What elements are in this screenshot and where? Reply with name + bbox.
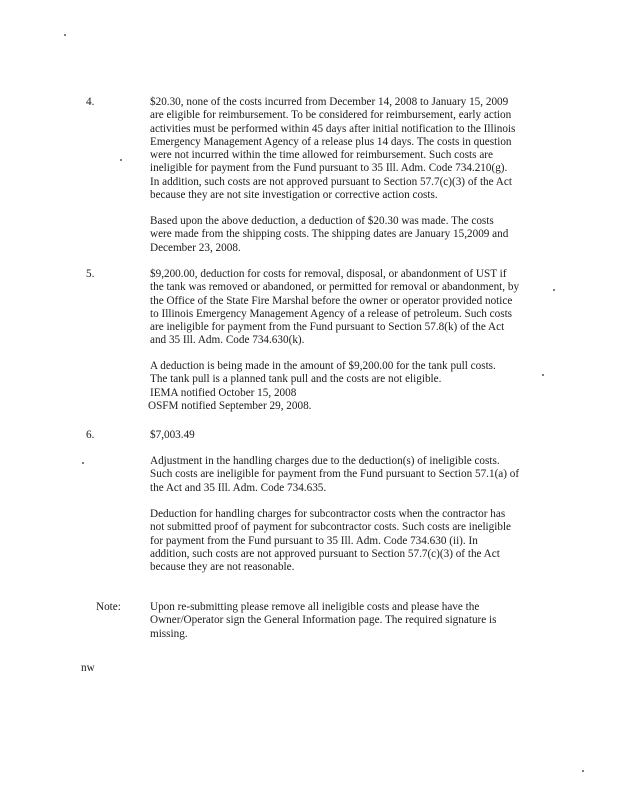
text-line: because they are not site investigation or corrective action costs. (150, 189, 438, 202)
text-line: because they are not reasonable. (150, 561, 295, 574)
item-5-paragraph-1 (150, 268, 538, 348)
item-6-paragraph-2 (150, 455, 538, 495)
text-line: and 35 Ill. Adm. Code 734.630(k). (150, 334, 305, 347)
text-line: the tank was removed or abandoned, or permitted for removal or abandonment, by (150, 281, 520, 294)
text-line: were not incurred within the time allowed for reimbursement. Such costs are (150, 149, 493, 162)
text-line: Emergency Management Agency of a release plus 14 days. The costs in question (150, 135, 512, 148)
text-line: $9,200.00, deduction for costs for removal, disposal, or abandonment of UST if (150, 268, 507, 280)
text-line: activities must be performed within 45 days after initial notification to the Illinois (150, 122, 516, 135)
scan-speck (542, 374, 544, 376)
item-number-6: 6. (86, 429, 95, 441)
text-line: Deduction for handling charges for subcontractor costs when the contractor has (150, 508, 506, 520)
text-line: Adjustment in the handling charges due to the deduction(s) of ineligible costs. (150, 455, 500, 467)
text-line: Upon re-submitting please remove all ineligible costs and please have the (150, 601, 480, 613)
text-line: Owner/Operator sign the General Information page. The required signature is (150, 614, 497, 627)
text-line: addition, such costs are not approved pursuant to Section 57.7(c)(3) of the Act (150, 547, 500, 560)
item-5-paragraph-2 (150, 360, 538, 413)
scan-speck (582, 770, 584, 772)
text-line: In addition, such costs are not approved pursuant to Section 57.7(c)(3) of the Act (150, 175, 512, 188)
text-line: December 23, 2008. (150, 241, 241, 254)
text-line: A deduction is being made in the amount of $9,200.00 for the tank pull costs. (150, 360, 496, 372)
item-number-5: 5. (86, 268, 95, 280)
item-6-paragraph-3 (150, 508, 538, 574)
text-line: IEMA notified October 15, 2008 (150, 386, 297, 399)
text-line: the Office of the State Fire Marshal before the owner or operator provided notice (150, 294, 513, 307)
typist-initials: nw (81, 662, 95, 674)
item-number-4: 4. (86, 96, 95, 108)
scan-speck (82, 462, 84, 464)
text-line: the Act and 35 Ill. Adm. Code 734.635. (150, 481, 327, 494)
text-line: were made from the shipping costs. The shipping dates are January 15,2009 and (150, 228, 509, 241)
text-line: Such costs are ineligible for payment from the Fund pursuant to Section 57.1(a) of (150, 468, 520, 481)
scan-speck (553, 289, 555, 291)
text-line: The tank pull is a planned tank pull and the costs are not eligible. (150, 373, 442, 386)
text-line: are eligible for reimbursement. To be considered for reimbursement, early action (150, 109, 512, 122)
item-4-paragraph-1 (150, 96, 538, 202)
text-line: missing. (150, 627, 188, 640)
item-6-paragraph-1 (150, 429, 538, 442)
note-text (150, 601, 538, 641)
text-line: $7,003.49 (150, 429, 195, 441)
scan-speck (64, 34, 66, 36)
text-line: ineligible for payment from the Fund pursuant to 35 Ill. Adm. Code 734.210(g). (150, 162, 508, 175)
text-line: are ineligible for payment from the Fund pursuant to Section 57.8(k) of the Act (150, 321, 505, 334)
item-4-paragraph-2 (150, 215, 538, 255)
text-line: Based upon the above deduction, a deduction of $20.30 was made. The costs (150, 215, 494, 227)
text-line: for payment from the Fund pursuant to 35 Ill. Adm. Code 734.630 (ii). In (150, 534, 478, 547)
note-label: Note: (96, 601, 121, 613)
text-line: to Illinois Emergency Management Agency of a release of petroleum. Such costs (150, 307, 513, 320)
text-line: $20.30, none of the costs incurred from December 14, 2008 to January 15, 2009 (150, 96, 509, 108)
text-line: not submitted proof of payment for subcontractor costs. Such costs are ineligible (150, 521, 512, 534)
text-line: OSFM notified September 29, 2008. (148, 399, 312, 412)
scan-speck (120, 159, 122, 161)
